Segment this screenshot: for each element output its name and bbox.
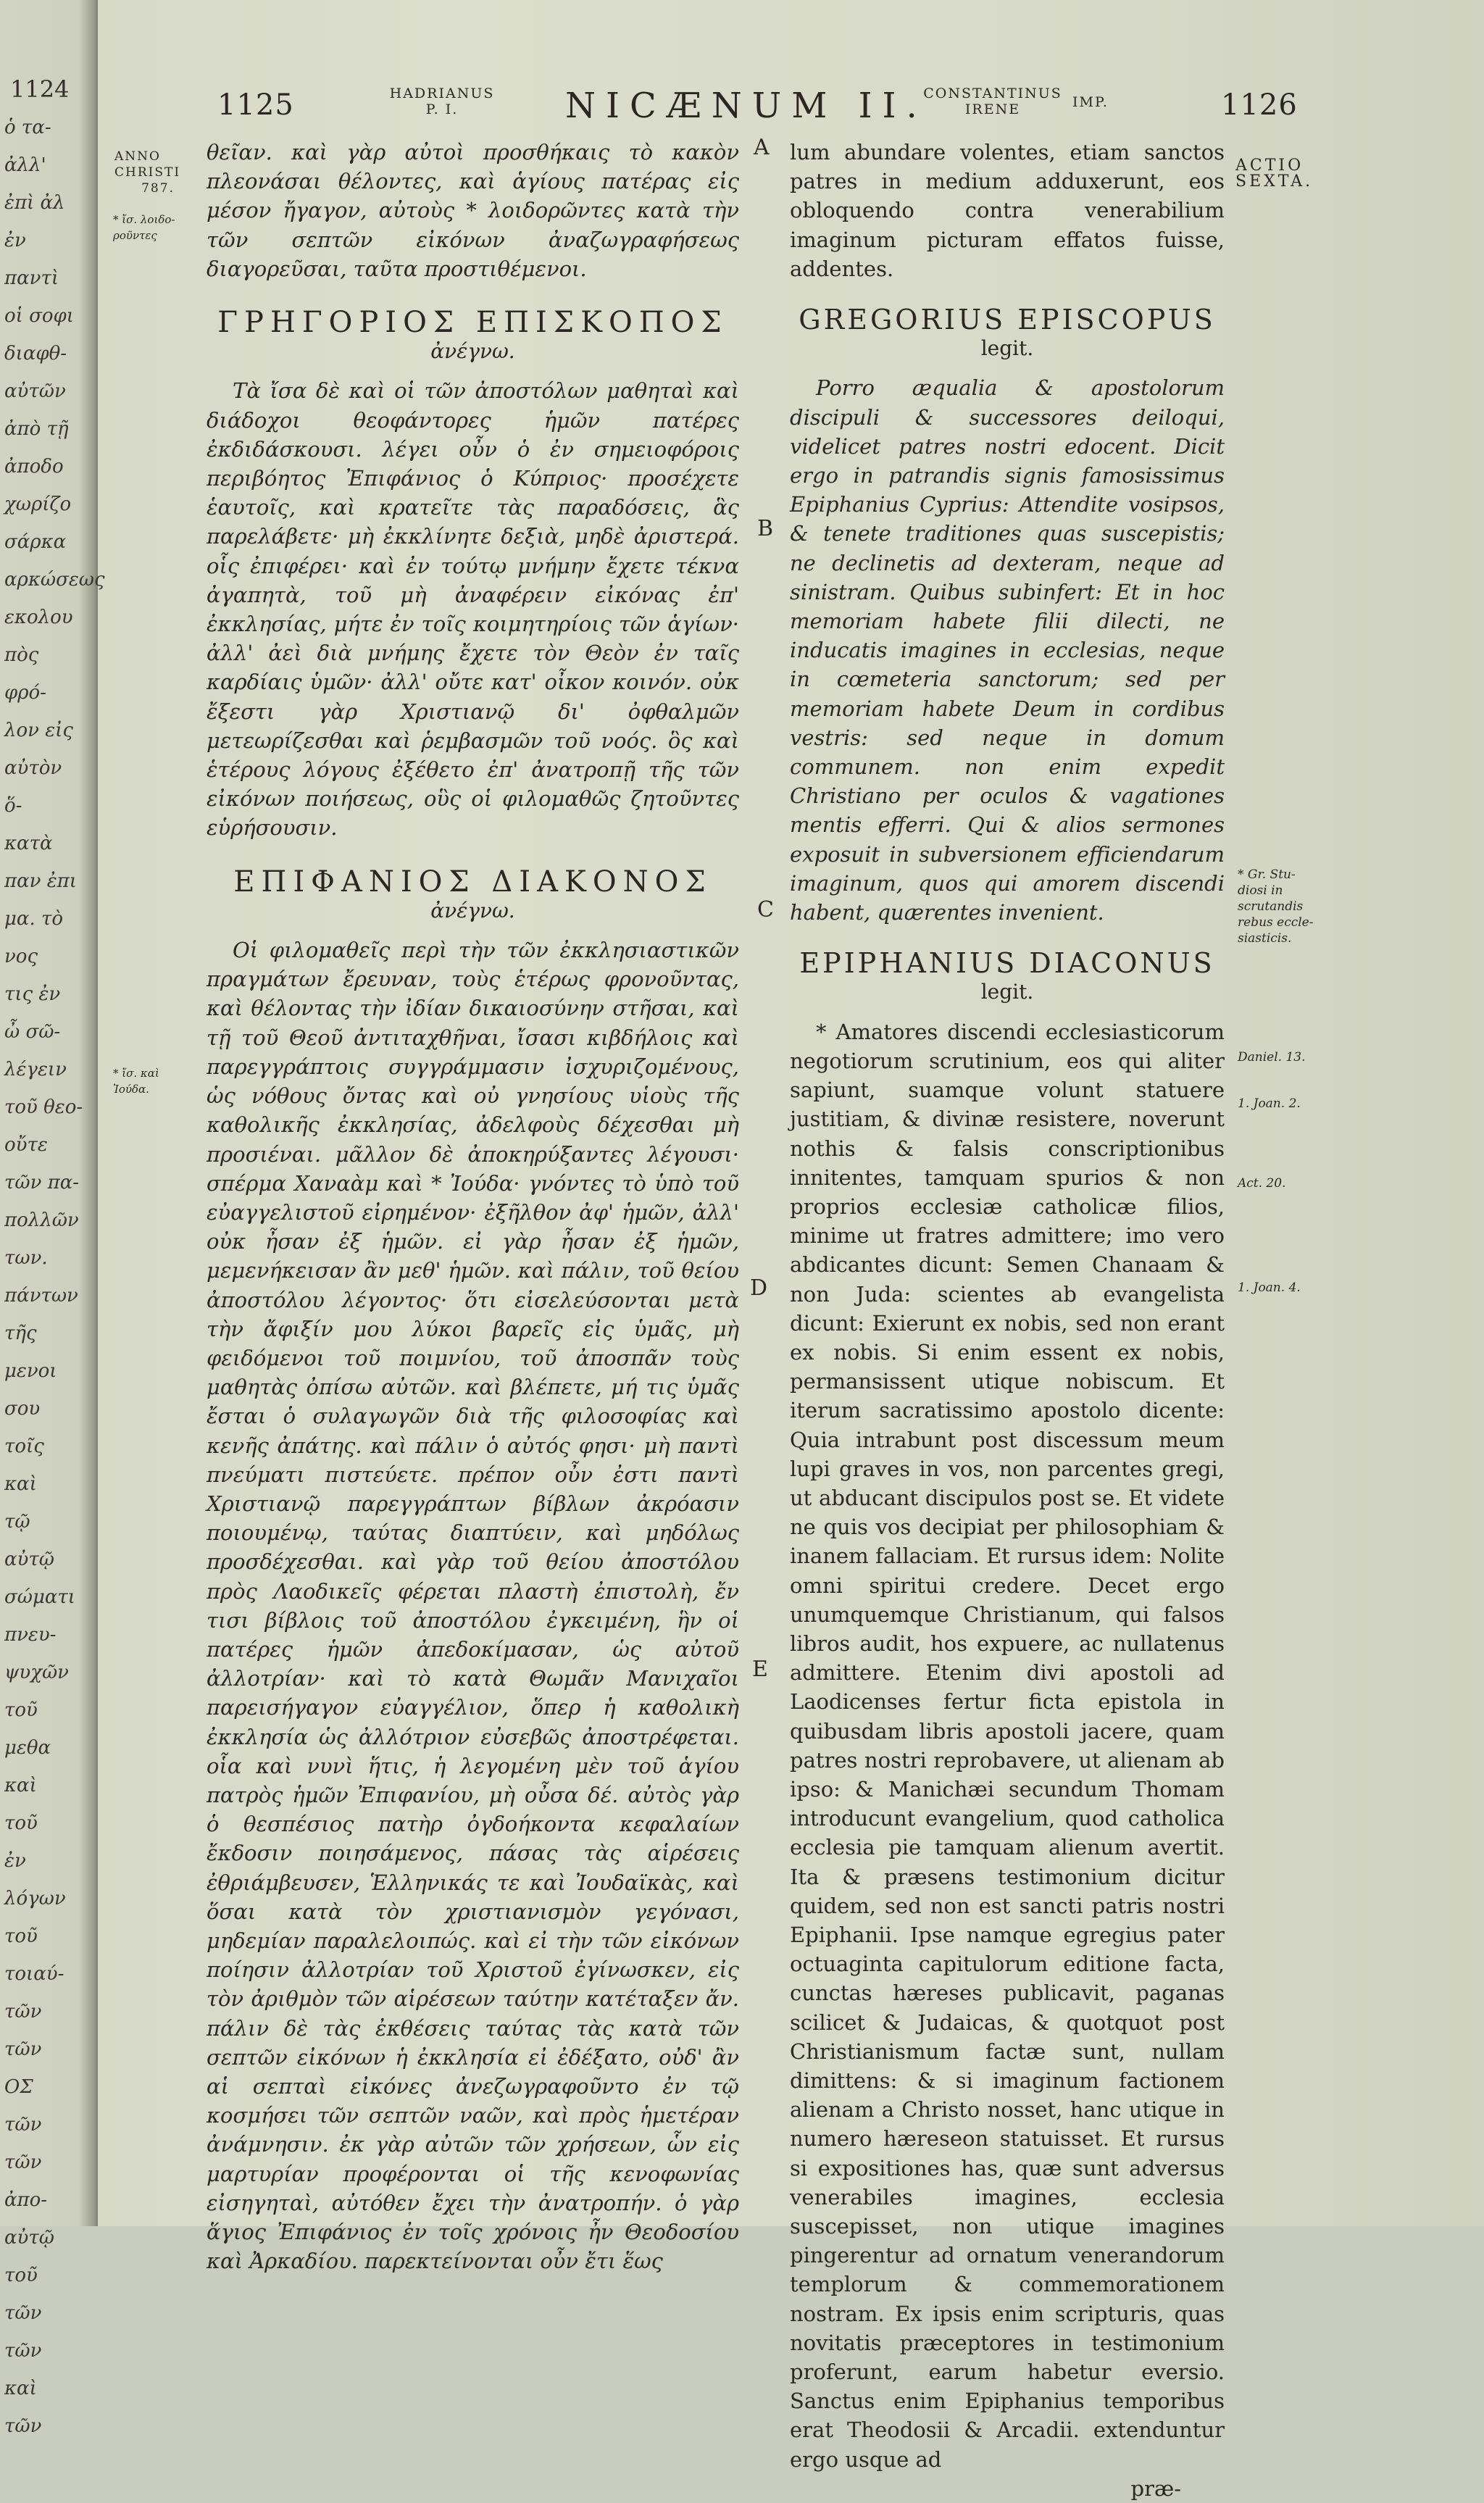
greek-variant-note-1: * ἴσ. λοιδο- ροῦντες	[113, 213, 175, 242]
greek-heading-gregorius: ΓΡΗΓΟΡΙΟΣ ΕΠΙΣΚΟΠΟΣ	[217, 306, 728, 340]
latin-intro: lum abundare volentes, etiam sanctos patres in medium adduxerunt, eos obloquendo contra venerabilium imaginum picturam effatos fuisse, addentes.	[790, 140, 1225, 281]
pope-name-block	[384, 86, 500, 117]
actio-note	[1235, 158, 1337, 190]
emperor-1: CONSTANTINUS	[923, 86, 1062, 101]
greek-paragraph-1: Τὰ ἴσα δὲ καὶ οἱ τῶν ἀποστόλων μαθηταὶ καὶ διάδοχοι θεοφάντορες ἡμῶν πατέρες ἐκδιδάσκουσι. λέγει οὖν ὁ ἐν σημειοφόροις περιβόητος Ἐπιφάνιος ὁ Κύπριος· προσέχετε ἑαυτοῖς, καὶ κρατεῖτε τὰς παραδόσεις, ἃς παρελάβετε· μὴ ἐκκλίνητε δεξιὰ, μηδὲ ἀριστερά. οἷς ἐπιφέρει· καὶ ἐν τούτῳ μνήμην ἔχετε τέκνα ἀγαπητὰ, τοῦ μὴ ἀναφέρειν εἰκόνας ἐπ' ἐκκλησίας, μήτε ἐν τοῖς κοιμητηρίοις τῶν ἁγίων· ἀλλ' ἀεὶ διὰ μνήμης ἔχετε τὸν Θεὸν ἐν ταῖς καρδίαις ὑμῶν· ἀλλ' οὔτε κατ' οἶκον κοινόν. οὐκ ἔξεστι γὰρ Χριστιανῷ δι' ὀφθαλμῶν μετεωρίζεσθαι καὶ ῥεμβασμῶν τοῦ νοός. ὃς καὶ ἑτέρους λόγους ἐξέθετο ἐπ' ἀνατροπῇ τῆς τῶν εἰκόνων ποιήσεως, οὓς οἱ φιλομαθῶς ζητοῦντες εὑρήσουσιν.	[207, 378, 739, 841]
section-letter-c: C	[757, 897, 774, 923]
latin-paragraph-2: * Amatores discendi ecclesiasticorum negotiorum scrutinium, eos qui aliter sapiunt, suamque volunt statuere justitiam, & divinæ resistere, noverunt nothis & falsis conscriptionibus innitentes, tamquam spurios & non proprios ecclesiæ catholicæ filios, minime ut fratres admittere; imo vero abdicantes dicunt: Semen Chanaam & non Juda: scientes ab evangelista dicunt: Exierunt ex nobis, sed non erant ex nobis. Si enim essent ex nobis, permansissent utique nobiscum. Et iterum sacratissimo apostolo dicente: Quia intrabunt post discessum meum lupi graves in vos, non parcentes gregi, ut abducant discipulos post se. Et videte ne quis vos decipiat per philosophiam & inanem fallaciam. Et rursus idem: Nolite omni spiritui credere. Decet ergo unumquemque Christianum, qui falsos libros audit, hos expuere, ac nullatenus admittere. Etenim divi apostoli ad Laodicenses fertur ficta epistola in quibusdam libris apostoli jacere, quam patres nostri reprobavere, ut alienam ab ipso: & Manichæi secundum Thomam introducunt evangelium, quod catholica ecclesia pie tamquam alienum avertit. Ita & præsens testimonium dicitur quidem, sed non est sancti patris nostri Epiphanii. Ipse namque egregius pater octuaginta capitulorum editione facta, cunctas hæreses publicavit, paganas scilicet & Judaicas, & quotquot post Christianismum factæ sunt, nullam dimittens: & si imaginum factionem alienam a Christo nosset, hanc utique in numero hæreseon statuisset. Et rursus si expositiones has, quæ sunt adversus venerabiles imagines, ecclesia suscepisset, non utique imagines pingerentur ad ornatum venerandorum templorum & commemorationem nostram. Ex ipsis enim scripturis, quas novitatis præceptores in testimonium proferunt, earum habetur eversio. Sanctus enim Epiphanius temporibus erat Theodosii & Arcadii. extenduntur ergo usque ad	[790, 1019, 1225, 2472]
section-letter-e: E	[752, 1657, 768, 1682]
year-label: 787.	[141, 181, 175, 196]
running-header	[207, 86, 1359, 129]
emperors-suffix: IMP.	[1072, 94, 1109, 110]
greek-intro: θεῖαν. καὶ γὰρ αὐτοὶ προσθήκαις τὸ κακὸν πλεονάσαι θέλοντες, καὶ ἁγίους πατέρας εἰς μέσον ἤγαγον, αὐτοὺς * λοιδορῶντες κατὰ τὴν τῶν σεπτῶν εἰκόνων ἀναζωγραφήσεως διαγορεῦσαι, ταῦτα προστιθέμενοι.	[207, 140, 739, 281]
greek-subheading-1: ἀνέγνω.	[430, 339, 515, 364]
section-letter-a: A	[754, 135, 770, 160]
latin-heading-gregorius: GREGORIUS EPISCOPUS	[799, 304, 1216, 336]
latin-variant-note: * Gr. Stu- diosi in scrutandis rebus eccle- siasticis.	[1238, 867, 1314, 946]
catchword: præ-	[1130, 2475, 1181, 2501]
latin-subheading-1: legit.	[980, 336, 1034, 361]
citation-daniel: Daniel. 13.	[1238, 1050, 1306, 1065]
latin-paragraph-1: Porro æqualia & apostolorum discipuli & successores deiloqui, videlicet patres nostri edocent. Dicit ergo in patrandis signis famosissimus Epiphanius Cyprius: Attendite vosipsos, & tenete traditiones quas suscepistis; ne declinetis ad dexteram, neque ad sinistram. Quibus subinfert: Et in hoc memoriam habete filii dilecti, ne inducatis imagines in ecclesias, neque in cœmeteria sanctorum; sed per memoriam habete Deum in cordibus vestris: sed neque in domum communem. non enim expedit Christiano per oculos & vagationes mentis efferri. Qui & alios sermones exposuit in subversionem efficiendarum imaginum, quos qui amorem discendi habent, quærentes invenient.	[790, 375, 1225, 925]
greek-column	[207, 138, 739, 2275]
latin-column	[790, 138, 1225, 2503]
anno-label: ANNO	[114, 149, 161, 164]
section-letter-b: B	[757, 516, 774, 541]
pope-name: HADRIANUS	[389, 86, 495, 101]
greek-variant-note-2: * ἴσ. καὶ Ἰούδα.	[113, 1067, 159, 1096]
pope-ordinal: P. I.	[425, 101, 459, 117]
actio-label: ACTIO	[1235, 157, 1304, 175]
section-letter-d: D	[750, 1275, 768, 1301]
latin-heading-epiphanius: EPIPHANIUS DIACONUS	[799, 947, 1215, 980]
greek-paragraph-2: Οἱ φιλομαθεῖς περὶ τὴν τῶν ἐκκλησιαστικῶν πραγμάτων ἔρευναν, τοὺς ἑτέρως φρονοῦντας, καὶ θέλοντας τὴν ἰδίαν δικαιοσύνην στῆσαι, καὶ τῇ τοῦ Θεοῦ ἀντιταχθῆναι, ἴσασι κιβδήλοις καὶ παρεγγράπτοις συγγράμμασιν ἰσχυριζομένους, ὡς νόθους ὄντας καὶ οὐ γνησίους υἱοὺς τῆς καθολικῆς ἐκκλησίας, ἀδελφοὺς δέχεσθαι μὴ προσιέναι. μᾶλλον δὲ ἀποκηρύξαντες λέγουσι· σπέρμα Χαναὰμ καὶ * Ἰούδα· γνόντες τὸ ὑπὸ τοῦ εὐαγγελιστοῦ εἰρημένον· ἐξῆλθον ἀφ' ἡμῶν, ἀλλ' οὐκ ἦσαν ἐξ ἡμῶν. εἰ γὰρ ἦσαν ἐξ ἡμῶν, μεμενήκεισαν ἂν μεθ' ἡμῶν. καὶ πάλιν, τοῦ θείου ἀποστόλου λέγοντος· ὅτι εἰσελεύσονται μετὰ τὴν ἄφιξίν μου λύκοι βαρεῖς εἰς ὑμᾶς, μὴ φειδόμενοι τοῦ ποιμνίου, τοῦ ἀποσπᾶν τοὺς μαθητὰς ὀπίσω αὐτῶν. καὶ βλέπετε, μή τις ὑμᾶς ἔσται ὁ συλαγωγῶν διὰ τῆς φιλοσοφίας καὶ κενῆς ἀπάτης. καὶ πάλιν ὁ αὐτός φησι· μὴ παντὶ πνεύματι πιστεύετε. πρέπον οὖν ἐστι παντὶ Χριστιανῷ παρεγγράπτων βίβλων ἀκρόασιν ποιουμένῳ, ταύτας διαπτύειν, καὶ μηδόλως προσδέχεσθαι. καὶ γὰρ τοῦ θείου ἀποστόλου πρὸς Λαοδικεῖς φέρεται πλαστὴ ἐπιστολὴ, ἔν τισι βίβλοις τοῦ ἀποστόλου ἐγκειμένη, ἣν οἱ πατέρες ἡμῶν ἀπεδοκίμασαν, ὡς αὐτοῦ ἀλλοτρίαν· καὶ τὸ κατὰ Θωμᾶν Μανιχαῖοι παρεισήγαγον εὐαγγέλιον, ὅπερ ἡ καθολικὴ ἐκκλησία ὡς ἀλλότριον εὐσεβῶς ἀποστρέφεται. οἷα καὶ νυνὶ ἥτις, ἡ λεγομένη μὲν τοῦ ἁγίου πατρὸς ἡμῶν Ἐπιφανίου, μὴ οὖσα δέ. αὐτὸς γὰρ ὁ θεσπέσιος πατὴρ ὀγδοήκοντα κεφαλαίων ἔκδοσιν ποιησάμενος, πάσας τὰς αἱρέσεις ἐθριάμβευσεν, Ἑλληνικάς τε καὶ Ἰουδαϊκὰς, καὶ ὅσαι κατὰ τὸν χριστιανισμὸν γεγόνασι, μηδεμίαν παραλελοιπώς. καὶ εἰ τὴν τῶν εἰκόνων ποίησιν ἀλλοτρίαν τοῦ Χριστοῦ ἐγίνωσκεν, εἰς τὸν ἀριθμὸν τῶν αἱρέσεων ταύτην κατέταξεν ἄν. πάλιν δὲ τὰς ἐκθέσεις ταύτας τὰς κατὰ τῶν σεπτῶν εἰκόνων ἡ ἐκκλησία εἰ ἐδέξατο, οὐδ' ἂν αἱ σεπταὶ εἰκόνες ἀνεζωγραφοῦντο ἐν τῷ κοσμήσει τῶν σεπτῶν ναῶν, καὶ πρὸς ἡμετέραν ἀνάμνησιν. ἐκ γὰρ αὐτῶν τῶν χρήσεων, ὧν εἰς μαρτυρίαν προφέρονται οἱ τῆς κενοφωνίας εἰσηγηταὶ, αὐτόθεν ἔχει τὴν ἀνατροπήν. ὁ γὰρ ἅγιος Ἐπιφάνιος ἐν τοῖς χρόνοις ἦν Θεοδοσίου καὶ Ἀρκαδίου. παρεκτείνονται οὖν ἔτι ἕως	[207, 938, 739, 2274]
latin-subheading-2: legit.	[980, 980, 1034, 1004]
emperor-2: IRENE	[964, 101, 1021, 117]
christi-label: CHRISTI	[114, 165, 181, 180]
greek-heading-epiphanius: ΕΠΙΦΑΝΙΟΣ ΔΙΑΚΟΝΟΣ	[233, 865, 712, 899]
left-page-number: 1125	[217, 88, 294, 122]
previous-page-number: 1124	[10, 75, 70, 103]
previous-page-fragments: ὁ τα- ἀλλ' ἐπὶ ἀλ ἐν παντὶ οἱ σοφι διαφθ- αὐτῶν ἀπὸ τῇ ἀποδο χωρίζο σάρκα αρκώσεως εκολου πὸς φρό- λον εἰς αὐτὸν ὅ- κατὰ παν ἐπι μα. τὸ νος τις ἐν ὦ σῶ- λέγειν τοῦ θεο- οὔτε τῶν πα- πολλῶν των. πάντων τῆς μενοι σου τοῖς καὶ τῷ αὐτῷ σώματι πνευ- ψυχῶν τοῦ μεθα καὶ τοῦ ἐν λόγων τοῦ τοιαύ- τῶν τῶν ΟΣ τῶν τῶν ἀπο- αὐτῷ τοῦ τῶν τῶν καὶ τῶν	[4, 117, 105, 2437]
previous-page-edge	[0, 0, 105, 2437]
council-title: NICÆNUM II.	[565, 86, 928, 126]
sexta-label: SEXTA.	[1235, 172, 1314, 191]
citation-1-john-4: 1. Joan. 4.	[1238, 1280, 1301, 1295]
citation-1-john-2: 1. Joan. 2.	[1238, 1096, 1301, 1111]
greek-subheading-2: ἀνέγνω.	[430, 898, 515, 923]
right-page-number: 1126	[1221, 88, 1298, 122]
emperors-block	[920, 86, 1065, 117]
anno-christi-note	[114, 149, 201, 196]
citation-acts-20: Act. 20.	[1238, 1176, 1286, 1191]
